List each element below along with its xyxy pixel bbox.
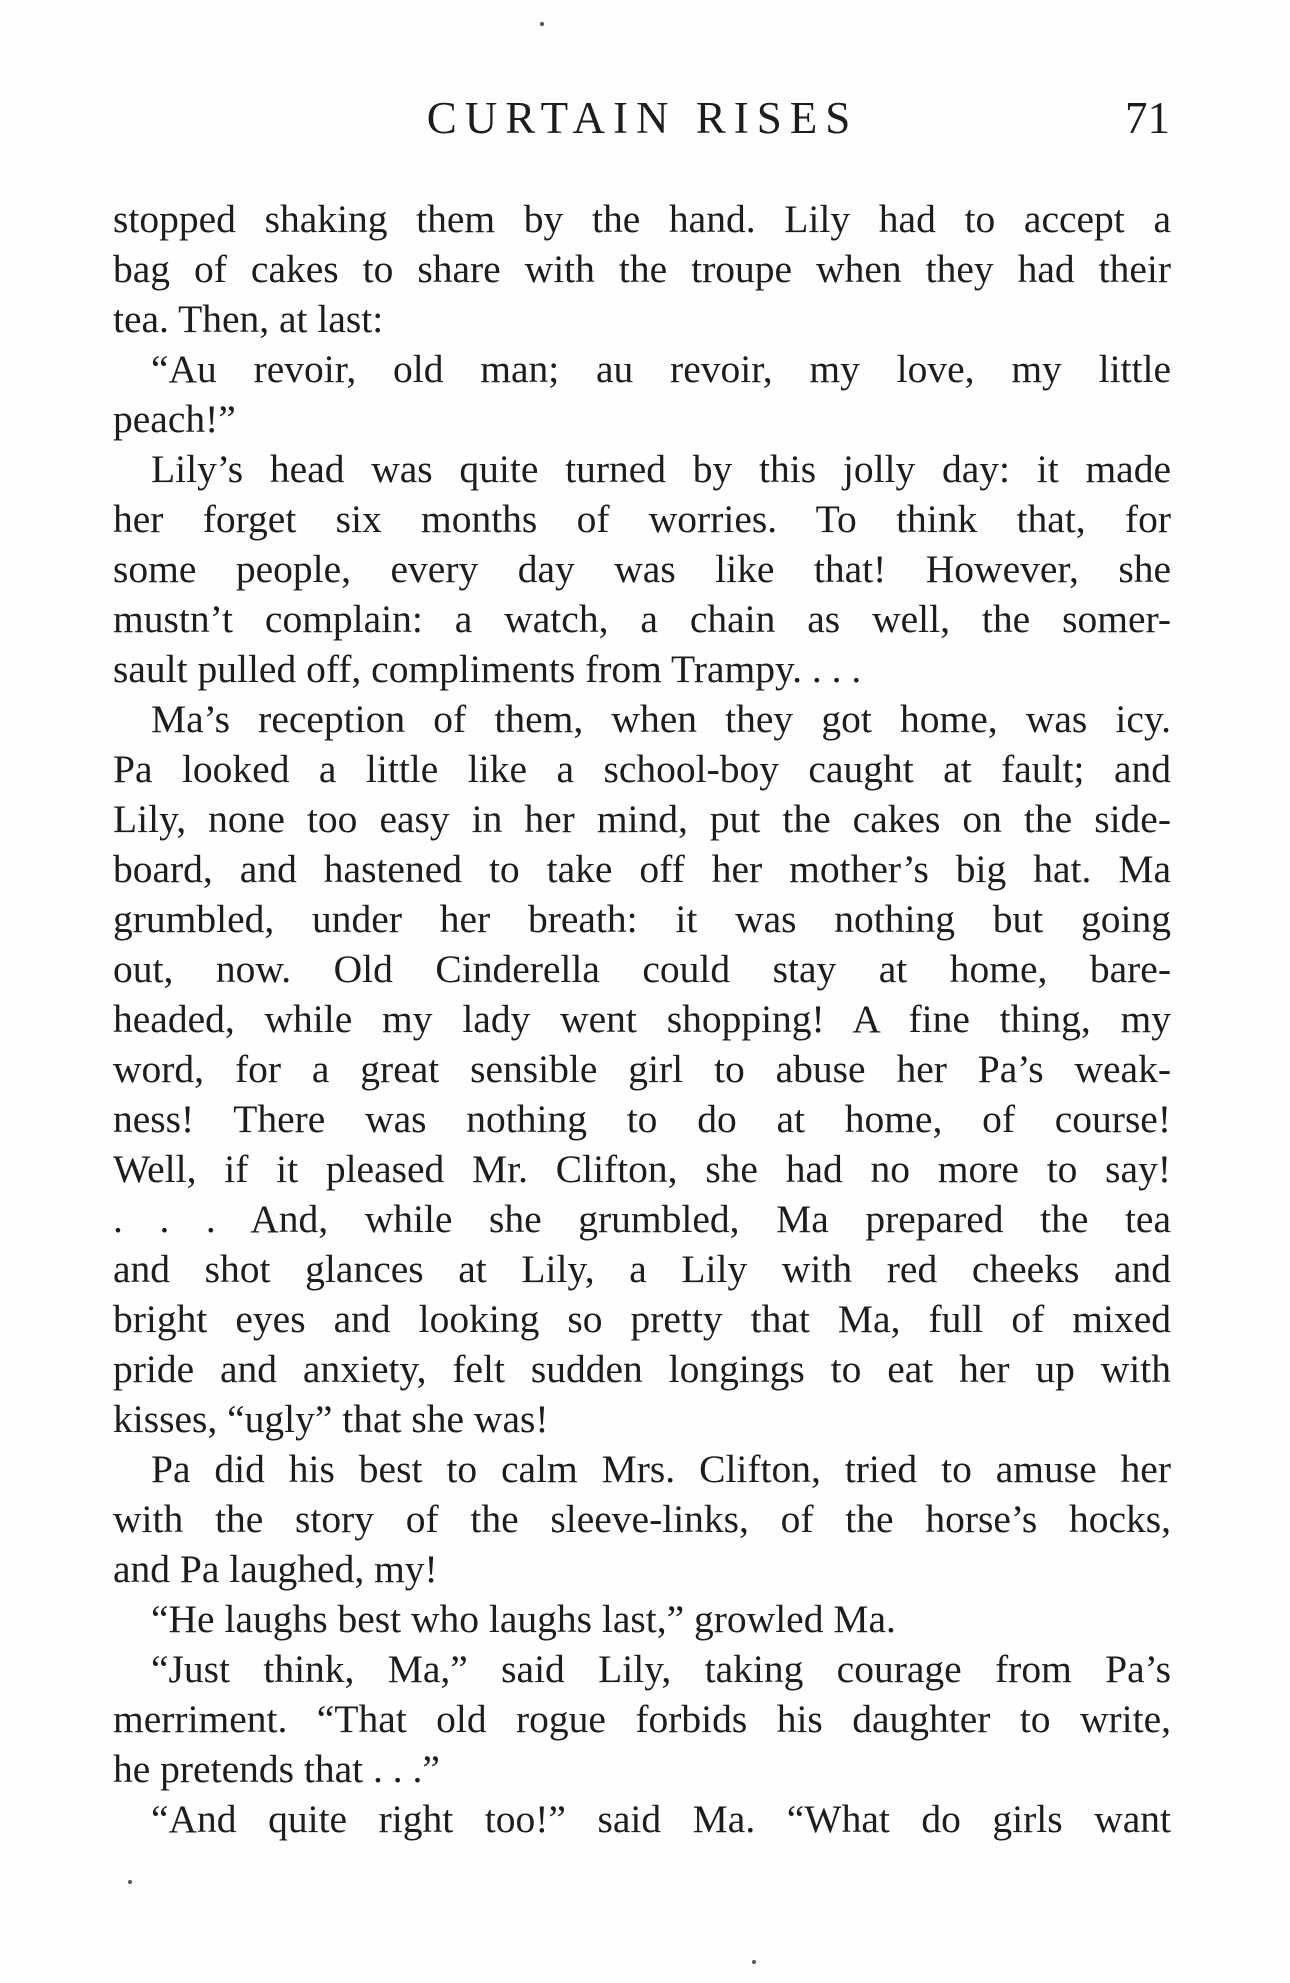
body-text <box>113 194 1171 1844</box>
text-line: grumbled, under her breath: it was nothing but going <box>113 897 1171 941</box>
text-line: bag of cakes to share with the troupe when they had their <box>113 247 1171 291</box>
text-line: stopped shaking them by the hand. Lily had to accept a <box>113 197 1171 241</box>
running-title: CURTAIN RISES <box>426 93 859 143</box>
page-number: 71 <box>1125 93 1170 143</box>
text-line: headed, while my lady went shopping! A fine thing, my <box>113 997 1171 1041</box>
text-line: out, now. Old Cinderella could stay at home, bare- <box>113 947 1171 991</box>
text-line: pride and anxiety, felt sudden longings to eat her up with <box>113 1347 1171 1391</box>
text-line: “Au revoir, old man; au revoir, my love, my little <box>151 347 1171 391</box>
text-line: board, and hastened to take off her mother’s big hat. Ma <box>113 847 1171 891</box>
text-line: . . . And, while she grumbled, Ma prepared the tea <box>113 1197 1171 1241</box>
text-line: ness! There was nothing to do at home, of course! <box>113 1097 1171 1141</box>
text-line: kisses, “ugly” that she was! <box>113 1397 549 1441</box>
text-line: some people, every day was like that! However, she <box>113 547 1171 591</box>
text-line: Ma’s reception of them, when they got home, was icy. <box>151 697 1171 741</box>
text-line: Pa did his best to calm Mrs. Clifton, tried to amuse her <box>151 1447 1171 1491</box>
text-line: tea. Then, at last: <box>113 297 384 341</box>
text-line: Lily, none too easy in her mind, put the cakes on the side- <box>113 797 1171 841</box>
text-line: Lily’s head was quite turned by this jolly day: it made <box>151 447 1171 491</box>
text-line: merriment. “That old rogue forbids his daughter to write, <box>113 1697 1171 1741</box>
text-line: and shot glances at Lily, a Lily with red cheeks and <box>113 1247 1171 1291</box>
text-line: “Just think, Ma,” said Lily, taking courage from Pa’s <box>151 1647 1171 1691</box>
text-line: and Pa laughed, my! <box>113 1547 438 1591</box>
text-line: “He laughs best who laughs last,” growled Ma. <box>151 1597 896 1641</box>
text-line: sault pulled off, compliments from Trampy. . . . <box>113 647 862 691</box>
text-line: word, for a great sensible girl to abuse her Pa’s weak- <box>113 1047 1171 1091</box>
page-header <box>115 92 1170 152</box>
text-line: Well, if it pleased Mr. Clifton, she had no more to say! <box>113 1147 1171 1191</box>
print-speck <box>752 1960 756 1964</box>
text-line: peach!” <box>113 397 236 441</box>
print-speck <box>540 22 544 26</box>
text-line: mustn’t complain: a watch, a chain as well, the somer- <box>113 597 1171 641</box>
text-line: Pa looked a little like a school-boy caught at fault; and <box>113 747 1171 791</box>
text-line: with the story of the sleeve-links, of the horse’s hocks, <box>113 1497 1171 1541</box>
text-line: he pretends that . . .” <box>113 1747 440 1791</box>
text-line: her forget six months of worries. To think that, for <box>113 497 1171 541</box>
print-speck <box>128 1880 132 1884</box>
text-line: “And quite right too!” said Ma. “What do girls want <box>151 1797 1171 1841</box>
text-line: bright eyes and looking so pretty that Ma, full of mixed <box>113 1297 1171 1341</box>
